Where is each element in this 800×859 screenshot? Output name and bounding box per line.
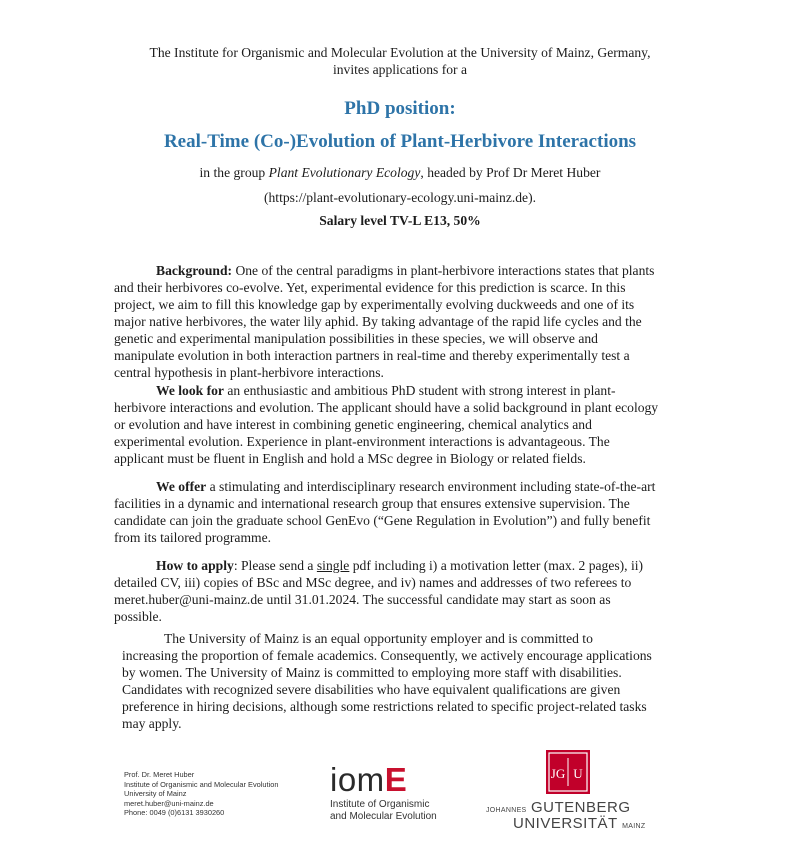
equal-opportunity-text: The University of Mainz is an equal opportunity employer and is committed to increasing the proportion of female academics. Consequently, we actively encourage applications by women. The University of Mainz is committed to employing more staff with disabilities. Candidates with recognized severe disabilities who have equivalent qualifications are given preference in hiring decisions, although some restrictions related to specific project-related tasks may apply. [122,631,652,731]
iome-wordmark-main: iom [330,761,385,798]
iome-logo [330,763,437,823]
apply-paragraph [114,557,659,625]
background-lead: Background: [156,263,233,278]
jgu-mainz: MAINZ [622,823,646,830]
contact-name: Prof. Dr. Meret Huber [124,770,195,779]
iome-subtitle [330,799,437,823]
contact-phone: Phone: 0049 (0)6131 3930260 [124,808,225,817]
jgu-row-bottom [486,815,646,833]
look-for-paragraph [114,382,659,467]
look-for-lead: We look for [156,383,224,398]
group-url: (https://plant-evolutionary-ecology.uni-mainz.de). [263,190,537,205]
iome-wordmark [330,763,437,797]
group-line [60,164,740,181]
jgu-logo-text [486,799,646,833]
group-name: Plant Evolutionary Ecology [268,165,421,180]
apply-lead: How to apply [156,558,234,573]
contact-email: meret.huber@uni-mainz.de [124,798,214,808]
contact-block [124,770,278,818]
background-paragraph [114,262,659,381]
project-title: Real-Time (Co-)Evolution of Plant-Herbivore Interactions [163,131,637,152]
svg-text:JG: JG [550,766,566,781]
jgu-logo-mark [546,750,590,794]
contact-institute: Institute of Organismic and Molecular Evolution [124,779,279,789]
jgu-johannes: JOHANNES [486,807,527,814]
apply-text-a: : Please send a [233,558,317,573]
intro-line: The Institute for Organismic and Molecular Evolution at the University of Mainz, Germany, invites applications for a [149,45,651,77]
group-suffix: , headed by Prof Dr Meret Huber [420,165,601,180]
apply-text-b: pdf including i) a motivation letter (max. 2 pages), ii) detailed CV, iii) copies of BSc and MSc degree, and iv) names and addresses of two referees to meret.huber@uni-mainz.de until 31.01.2024. The successful candidate may start as soon as possible. [114,558,644,624]
jgu-gutenberg: GUTENBERG [530,799,631,816]
iome-wordmark-accent: E [384,761,408,798]
apply-underlined: single [316,558,350,573]
offer-paragraph [114,478,659,546]
iome-subtitle-line2: and Molecular Evolution [330,811,437,822]
offer-lead: We offer [156,479,207,494]
salary-level: Salary level TV-L E13, 50% [319,213,481,228]
contact-university: University of Mainz [124,789,187,798]
jgu-logo-mark-icon [546,750,590,794]
offer-text: a stimulating and interdisciplinary research environment including state-of-the-art facilities in a dynamic and international research group that ensures extensive supervision. The candidate can join the graduate school GenEvo (“Gene Regulation in Evolution”) and fully benefit from its tailored programme. [114,479,656,545]
jgu-universitat: UNIVERSITÄT [513,815,618,832]
background-text: One of the central paradigms in plant-herbivore interactions states that plants and their herbivores co-evolve. Yet, experimental evidence for this prediction is scarce. In this project, we aim to fill this knowledge gap by experimentally evolving duckweeds and one of its major native herbivores, the water lily aphid. By taking advantage of the rapid life cycles and the genetic and experimental manipulation possibilities in these species, we will observe and manipulate evolution in both interaction partners in real-time and thereby experimentally test a central hypothesis in plant-herbivore interactions. [114,263,655,380]
equal-opportunity-paragraph [122,630,652,732]
position-title: PhD position: [344,98,456,119]
group-prefix: in the group [199,165,269,180]
iome-subtitle-line1: Institute of Organismic [330,799,430,810]
svg-text:U: U [573,766,583,781]
look-for-text: an enthusiastic and ambitious PhD student with strong interest in plant-herbivore interactions and evolution. The applicant should have a solid background in plant ecology or evolution and have interest in combining genetic engineering, chemical analytics and experimental evolution. Experience in plant-environment interactions is advantageous. The applicant must be fluent in English and hold a MSc degree in Biology or related fields. [114,383,659,466]
intro-text [60,44,740,78]
